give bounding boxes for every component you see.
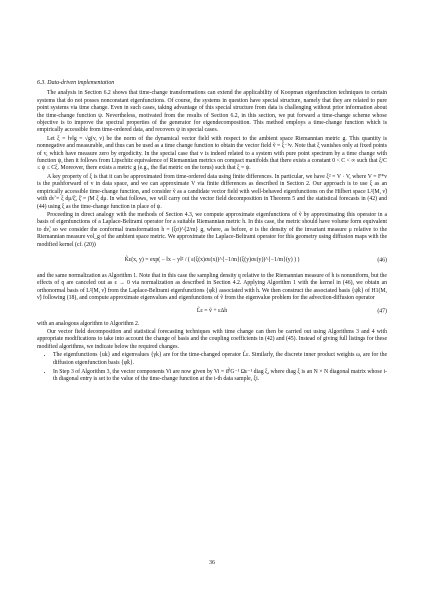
list-item: • The eigenfunctions {uk} and eigenvalues {γk} are for the time-changed operator L̃ε. Similarly, the discrete inner product weights ω, are for the diffusion eigenfunction basis {φ̃k}.: [53, 352, 387, 367]
paragraph-6: with an analogous algorithm to Algorithm 2.: [37, 320, 140, 327]
page-number: 36: [209, 560, 215, 566]
equation-47-body: L̃ε = ṽ + εΔh: [196, 307, 228, 314]
equation-46-number: (46): [377, 257, 387, 264]
section-heading: 6.3. Data-driven implementation: [37, 80, 115, 86]
required-changes-list: [37, 352, 387, 384]
equation-46-body: K̃ε(x, y) = exp( − ‖x − y‖² / ( ε(ξ(x)σε(x))^{−1/m}(ξ(y)σε(y))^{−1/m}(y) ) ): [124, 257, 300, 264]
paragraph-3: A key property of ξ is that it can be approximated from time-ordered data using finite differences. In particular, we have ξ² = V · V, where V = F*v is the pushforward of v in data space, and we can approximate V via finite differences as described in Section 2. Our approach is to use ξ as an empirically accessible time-change function, and consider ṽ as a candidate vector field with well-behaved eigenfunctions on the Hilbert space L²(M, ν̃) with dν̃ = ξ dμ/ξ̄, ξ̄ = ∫M ξ dμ. In what follows, we will carry out the vector field decomposition in Theorem 5 and the statistical forecasts in (42) and (44) using ξ as the time-change function in place of ψ.: [37, 173, 387, 210]
equation-47: [37, 305, 387, 319]
equation-46: [37, 251, 387, 271]
list-item: • In Step 3 of Algorithm 3, the vector components Vi are now given by Vi = iF̃G⁻¹ Ωε⁻¹ diag ξ, where diag ξ is an N × N diagonal matrix whose i-th diagonal entry is set to the value of the time-change function at the i-th data sample, ξi.: [53, 369, 387, 384]
equation-47-number: (47): [377, 307, 387, 314]
paragraph-5: and the same normalization as Algorithm 1. Note that in this case the sampling density q relative to the Riemannian measure of h is nonuniform, but the effects of q are canceled out as ε → 0 via normalization as described in Section 4.2. Applying Algorithm 1 with the kernel in (46), we obtain an orthonormal basis of L²(M, ν̃) from the Laplace-Beltrami eigenfunctions {φ̃k} associated with h. We then construct the associated basis {ψ̃k} of H1(M, ν̃) following (18), and compute approximate eigenvalues and eigenfunctions of ṽ from the eigenvalue problem for the advection-diffusion operator: [37, 272, 387, 302]
paragraph-7: Our vector field decomposition and statistical forecasting techniques with time change can then be carried out using Algorithms 3 and 4 with appropriate modifications to take into account the change of basis and the coupling coefficients in (42) and (45). Instead of giving full listings for these modified algorithms, we indicate below the required changes.: [37, 328, 387, 350]
body-text: [37, 80, 387, 386]
paragraph-1: The analysis in Section 6.2 shows that time-change transformations can extend the applicability of Koopman eigenfunction techniques to certain systems that do not posses nonconstant eigenfunctions. Of course, the systems in question have special structure, namely that they are related to pure point systems via time change. Even in such cases, taking advantage of this special structure from data is challenging without prior information about the time-change function ψ. Nevertheless, motivated from the results of Section 6.2, in this section, we put forward a time-change scheme whose objective is to improve the spectral properties of the generator for eigendecomposition. This method employs a time-change function which is empirically accessible from time-ordered data, and recovers ψ in special cases.: [37, 90, 387, 134]
paragraph-4: Proceeding in direct analogy with the methods of Section 4.3, we compute approximate eigenfunctions of ṽ by approximating this operator in a basis of eigenfunctions of a Laplace-Beltrami operator for a suitable Riemannian metric h. In this case, the metric should have volume form equivalent to dν̃, so we consider the conformal transformation h = (ξσ)^{2/m} g, where, as before, σ is the density of the invariant measure μ relative to the Riemannian measure vol_g of the ambient space metric. We approximate the Laplace-Beltrami operator for this geometry using diffusion maps with the modified kernel (cf. (20)): [37, 211, 387, 248]
paragraph-2: Let ξ = ‖v‖g = √g(v, v) be the norm of the dynamical vector field with respect to the ambient space Riemannian metric g. This quantity is nonnegative and measurable, and thus can be used as a time change function to obtain the vector field ṽ = ξ⁻¹v. Note that ξ vanishes only at fixed points of v, which have measure zero by ergodicity. In the special case that v is indeed related to a system with pure point spectrum by a time change with function ψ, then it follows from Lipschitz equivalence of Riemannian metrics on compact manifolds that there exists a constant 0 < C < ∞ such that ξ/C ≤ ψ ≤ Cξ. Moreover, there exists a metric g (e.g., the flat metric on the torus) such that ξ = ψ.: [37, 135, 387, 172]
